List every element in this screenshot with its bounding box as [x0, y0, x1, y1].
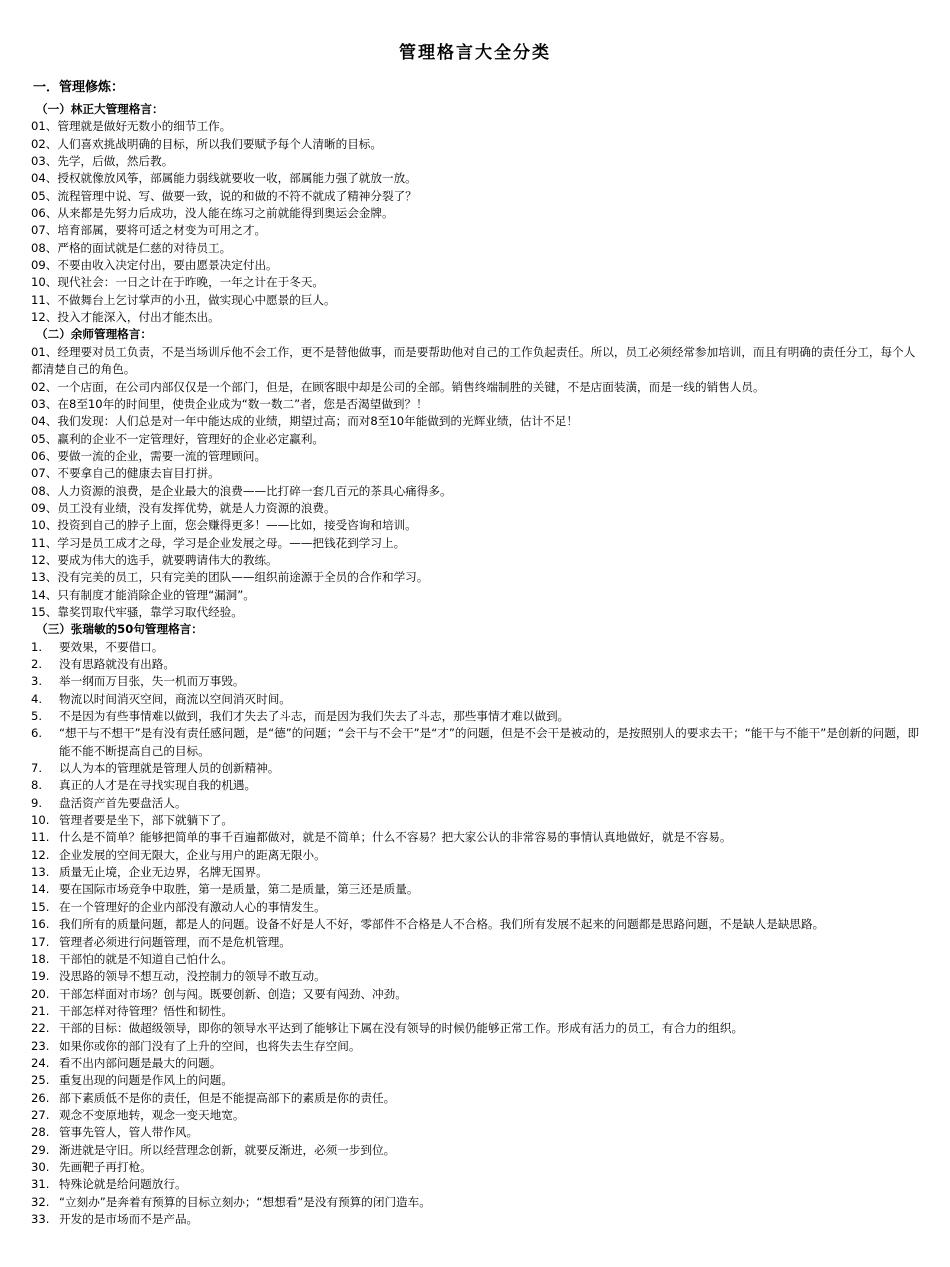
item-number: 3. — [31, 674, 43, 689]
item-text: 如果你或你的部门没有了上升的空间，也将失去生存空间。 — [59, 1038, 361, 1053]
list-item — [31, 847, 923, 864]
item-number: 25. — [31, 1073, 50, 1088]
list-item: 03、在8至10年的时间里，使贵企业成为“数一数二”者，您是否渴望做到？！ — [31, 396, 428, 411]
list-item: 04、授权就像放风筝，部属能力弱线就要收一收，部属能力强了就放一放。 — [31, 171, 417, 186]
item-text: 看不出内部问题是最大的问题。 — [59, 1055, 222, 1070]
item-text: “想干与不想干”是有没有责任感问题，是“德”的问题；“会干与不会干”是“才”的问题，但是不会干是被动的，是按照别人的要求去干；“能干与不能干”是创新的问题，即能不能不断提高自己的目标。 — [59, 726, 920, 758]
item-text: 我们所有的质量问题，都是人的问题。设备不好是人不好，零部件不合格是人不合格。我们所有发展不起来的问题都是思路问题，不是缺人是缺思路。 — [59, 917, 825, 932]
list-item: 12、要成为伟大的选手，就要聘请伟大的教练。 — [31, 552, 278, 567]
item-text: 不是因为有些事情难以做到，我们才失去了斗志，而是因为我们失去了斗志，那些事情才难以做到。 — [59, 709, 570, 724]
list-item — [31, 916, 923, 933]
list-item — [31, 986, 923, 1003]
list-item — [31, 1124, 923, 1141]
item-text: 管事先管人，管人带作风。 — [59, 1125, 199, 1140]
section-heading: 一．管理修炼： — [33, 80, 125, 95]
item-number: 29. — [31, 1142, 50, 1157]
list-item — [31, 934, 923, 951]
item-number: 26. — [31, 1090, 50, 1105]
item-number: 13. — [31, 865, 50, 880]
item-text: 企业发展的空间无限大，企业与用户的距离无限小。 — [59, 847, 326, 862]
item-number: 31. — [31, 1177, 50, 1192]
list-item: 09、员工没有业绩，没有发挥优势，就是人力资源的浪费。 — [31, 500, 336, 515]
item-text: 盘活资产首先要盘活人。 — [59, 795, 187, 810]
item-text: 在一个管理好的企业内部没有激动人心的事情发生。 — [59, 899, 326, 914]
item-text: 要在国际市场竞争中取胜，第一是质量，第二是质量，第三还是质量。 — [59, 882, 419, 897]
item-number: 5. — [31, 709, 43, 724]
item-number: 11. — [31, 830, 50, 845]
list-item — [31, 1020, 923, 1037]
quote-list-2 — [31, 344, 923, 622]
list-item: 10、现代社会：一日之计在于昨晚，一年之计在于冬天。 — [31, 275, 325, 290]
list-item — [31, 691, 923, 708]
list-item — [31, 795, 923, 812]
list-item — [31, 968, 923, 985]
list-item: 05、流程管理中说、写、做要一致，说的和做的不符不就成了精神分裂了？ — [31, 188, 417, 203]
list-item — [31, 673, 923, 690]
quote-list-1 — [31, 118, 923, 326]
item-number: 28. — [31, 1125, 50, 1140]
list-item — [31, 1142, 923, 1159]
item-text: 部下素质低不是你的责任，但是不能提高部下的素质是你的责任。 — [59, 1090, 396, 1105]
item-number: 19. — [31, 969, 50, 984]
list-item — [31, 1107, 923, 1124]
item-number: 22. — [31, 1021, 50, 1036]
list-item: 09、不要由收入决定付出，要由愿景决定付出。 — [31, 258, 278, 273]
document-title: 管理格言大全分类 — [399, 43, 551, 63]
item-text: 没有思路就没有出路。 — [59, 657, 175, 671]
item-number: 16. — [31, 917, 50, 932]
item-number: 20. — [31, 986, 50, 1001]
item-number: 1. — [31, 639, 43, 654]
list-item: 15、靠奖罚取代牢骚，靠学习取代经验。 — [31, 604, 243, 619]
list-item: 02、人们喜欢挑战明确的目标，所以我们要赋予每个人清晰的目标。 — [31, 136, 382, 151]
item-text: 开发的是市场而不是产品。 — [59, 1212, 199, 1226]
list-item: 03、先学，后做，然后教。 — [31, 154, 174, 169]
item-text: 没思路的领导不想互动，没控制力的领导不敢互动。 — [59, 969, 326, 984]
item-number: 7. — [31, 761, 43, 776]
item-number: 4. — [31, 691, 43, 706]
list-item — [31, 1159, 923, 1176]
list-item: 07、不要拿自己的健康去盲目打拼。 — [31, 466, 220, 481]
item-text: 重复出现的问题是作风上的问题。 — [59, 1073, 233, 1088]
item-text: 举一纲而万目张，失一机而万事毁。 — [59, 674, 245, 689]
item-text: 观念不变原地转，观念一变天地宽。 — [59, 1107, 245, 1122]
list-item — [31, 725, 923, 760]
item-number: 10. — [31, 813, 50, 828]
list-item: 07、培育部属，要将可适之材变为可用之才。 — [31, 223, 267, 238]
item-number: 21. — [31, 1003, 50, 1018]
item-text: 什么是不简单？能够把简单的事千百遍都做对，就是不简单；什么不容易？把大家公认的非常容易的事情认真地做好，就是不容易。 — [59, 830, 732, 845]
list-item — [31, 1003, 923, 1020]
list-item — [31, 812, 923, 829]
list-item: 08、人力资源的浪费，是企业最大的浪费——比打碎一套几百元的茶具心痛得多。 — [31, 483, 452, 498]
item-text: 要效果，不要借口。 — [59, 639, 164, 654]
list-item: 08、严格的面试就是仁慈的对待员工。 — [31, 240, 232, 255]
item-text: 干部怕的就是不知道自己怕什么。 — [59, 951, 233, 966]
list-item — [31, 708, 923, 725]
item-number: 9. — [31, 795, 43, 810]
list-item — [31, 1090, 923, 1107]
list-item: 14、只有制度才能消除企业的管理“漏洞”。 — [31, 587, 255, 602]
document-body — [31, 101, 923, 1228]
list-item: 10、投资到自己的脖子上面，您会赚得更多！——比如，接受咨询和培训。 — [31, 518, 417, 533]
item-text: 干部怎样对待管理？悟性和韧性。 — [59, 1003, 233, 1018]
item-number: 23. — [31, 1038, 50, 1053]
sub-heading-2: （二）余师管理格言： — [36, 327, 152, 342]
item-text: 干部的目标：做超级领导，即你的领导水平达到了能够让下属在没有领导的时候仍能够正常工作。形成有活力的员工，有合力的组织。 — [59, 1021, 744, 1036]
list-item — [31, 829, 923, 846]
item-text: 渐进就是守旧。所以经营理念创新，就要反渐进，必须一步到位。 — [59, 1142, 396, 1157]
item-number: 14. — [31, 882, 50, 897]
item-number: 32. — [31, 1194, 50, 1209]
list-item: 13、没有完美的员工，只有完美的团队——组织前途源于全员的合作和学习。 — [31, 570, 429, 585]
item-number: 18. — [31, 951, 50, 966]
list-item: 01、经理要对员工负责，不是当场训斥他不会工作，更不是替他做事，而是要帮助他对自己的工作负起责任。所以，员工必须经常参加培训，而且有明确的责任分工，每个人都清楚自己的角色。 — [31, 344, 916, 377]
sub-heading-1: （一）林正大管理格言： — [36, 102, 164, 116]
item-text: 真正的人才是在寻找实现自我的机遇。 — [59, 778, 257, 793]
quote-list-3 — [31, 639, 923, 1229]
list-item — [31, 951, 923, 968]
item-text: 特殊论就是给问题放行。 — [59, 1177, 187, 1192]
item-number: 33. — [31, 1212, 50, 1226]
item-number: 17. — [31, 934, 50, 949]
item-text: 管理者必须进行问题管理，而不是危机管理。 — [59, 934, 291, 949]
item-number: 6. — [31, 726, 43, 741]
list-item: 04、我们发现：人们总是对一年中能达成的业绩，期望过高；而对8至10年能做到的光辉业绩，估计不足！ — [31, 414, 579, 429]
list-item: 06、要做一流的企业，需要一流的管理顾问。 — [31, 448, 267, 463]
item-number: 27. — [31, 1107, 50, 1122]
item-number: 15. — [31, 899, 50, 914]
item-text: 管理者要是坐下，部下就躺下了。 — [59, 813, 233, 828]
list-item — [31, 881, 923, 898]
list-item — [31, 1038, 923, 1055]
item-text: 以人为本的管理就是管理人员的创新精神。 — [59, 761, 280, 776]
list-item — [31, 1211, 923, 1228]
item-text: 干部怎样面对市场？创与闯。既要创新、创造；又要有闯劲、冲劲。 — [59, 986, 407, 1001]
item-number: 30. — [31, 1159, 50, 1174]
item-number: 2. — [31, 657, 43, 671]
item-text: 先画靶子再打枪。 — [59, 1159, 152, 1174]
list-item: 02、一个店面，在公司内部仅仅是一个部门，但是，在顾客眼中却是公司的全部。销售终端制胜的关键，不是店面装潢，而是一线的销售人员。 — [31, 379, 765, 394]
item-text: 物流以时间消灭空间，商流以空间消灭时间。 — [59, 691, 291, 706]
list-item: 05、赢利的企业不一定管理好，管理好的企业必定赢利。 — [31, 431, 325, 446]
list-item — [31, 760, 923, 777]
list-item — [31, 864, 923, 881]
item-number: 12. — [31, 847, 50, 862]
list-item: 11、不做舞台上乞讨掌声的小丑，做实现心中愿景的巨人。 — [31, 292, 336, 307]
list-item — [31, 899, 923, 916]
sub-heading-3: （三）张瑞敏的50句管理格言： — [36, 622, 203, 637]
item-number: 8. — [31, 778, 43, 793]
list-item: 12、投入才能深入，付出才能杰出。 — [31, 310, 220, 325]
list-item — [31, 1072, 923, 1089]
list-item: 01、管理就是做好无数小的细节工作。 — [31, 119, 232, 134]
item-text: 质量无止境，企业无边界，名牌无国界。 — [59, 865, 268, 880]
list-item — [31, 1176, 923, 1193]
list-item — [31, 639, 923, 656]
list-item — [31, 656, 923, 673]
list-item — [31, 1194, 923, 1211]
item-text: “立刻办”是奔着有预算的目标立刻办；“想想看”是没有预算的闭门造车。 — [59, 1194, 431, 1209]
item-number: 24. — [31, 1055, 50, 1070]
list-item — [31, 777, 923, 794]
list-item — [31, 1055, 923, 1072]
list-item: 11、学习是员工成才之母，学习是企业发展之母。——把钱花到学习上。 — [31, 535, 406, 550]
list-item: 06、从来都是先努力后成功，没人能在练习之前就能得到奥运会金牌。 — [31, 206, 394, 221]
